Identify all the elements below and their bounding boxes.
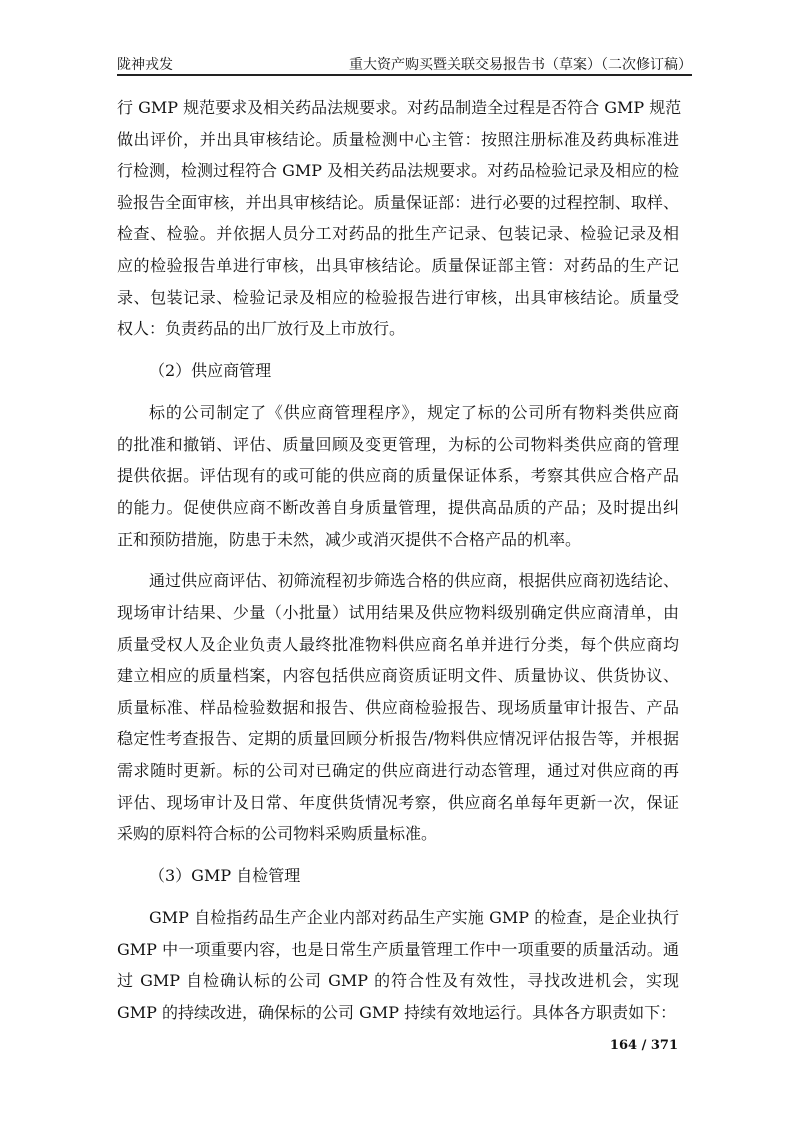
text-line: 的批准和撤销、评估、质量回顾及变更管理，为标的公司物料类供应商的管理 xyxy=(117,434,679,454)
header-company: 陇神戎发 xyxy=(117,57,173,73)
text-line: 应的检验报告单进行审核，出具审核结论。质量保证部主管：对药品的生产记 xyxy=(117,255,679,275)
paragraph xyxy=(117,902,679,1028)
paragraph-gap xyxy=(117,892,679,902)
text-line: 标的公司制定了《供应商管理程序》，规定了标的公司所有物料类供应商 xyxy=(149,403,679,423)
paragraph xyxy=(117,92,682,345)
text-line: 的能力。促使供应商不断改善自身质量管理，提供高品质的产品；及时提出纠 xyxy=(117,497,679,517)
text-line: GMP 自检指药品生产企业内部对药品生产实施 GMP 的检查，是企业执行 xyxy=(149,908,679,928)
text-line: （3）GMP 自检管理 xyxy=(149,866,301,886)
section-heading xyxy=(117,355,679,387)
text-line: 行 GMP 规范要求及相关药品法规要求。对药品制造全过程是否符合 GMP 规范 xyxy=(117,98,682,117)
text-line: 质量标准、样品检验数据和报告、供应商检验报告、现场质量审计报告、产品 xyxy=(117,697,679,717)
text-line: 行检测，检测过程符合 GMP 及相关药品法规要求。对药品检验记录及相应的检 xyxy=(117,161,680,181)
paragraph xyxy=(117,397,679,555)
text-line: 权人：负责药品的出厂放行及上市放行。 xyxy=(117,319,406,339)
text-line: 评估、现场审计及日常、年度供货情况考察，供应商名单每年更新一次，保证 xyxy=(117,792,679,812)
section-heading xyxy=(117,860,679,892)
text-line: 采购的原料符合标的公司物料采购质量标准。 xyxy=(117,824,438,844)
text-line: GMP 中一项重要内容，也是日常生产质量管理工作中一项重要的质量活动。通 xyxy=(117,939,679,959)
text-line: 检查、检验。并依据人员分工对药品的批生产记录、包装记录、检验记录及相 xyxy=(117,224,679,244)
page-header xyxy=(117,52,692,76)
text-line: GMP 的持续改进，确保标的公司 GMP 持续有效地运行。具体各方职责如下： xyxy=(117,1002,677,1022)
text-line: 正和预防措施，防患于未然，减少或消灭提供不合格产品的机率。 xyxy=(117,529,582,549)
document-body xyxy=(117,92,682,1029)
text-line: 验报告全面审核，并出具审核结论。质量保证部：进行必要的过程控制、取样、 xyxy=(117,192,679,212)
text-line: 过 GMP 自检确认标的公司 GMP 的符合性及有效性，寻找改进机会，实现 xyxy=(117,971,679,991)
text-line: 稳定性考查报告、定期的质量回顾分析报告/物料供应情况评估报告等，并根据 xyxy=(117,729,679,749)
text-line: 需求随时更新。标的公司对已确定的供应商进行动态管理，通过对供应商的再 xyxy=(117,761,679,781)
text-line: 现场审计结果、少量（小批量）试用结果及供应物料级别确定供应商清单，由 xyxy=(117,603,679,623)
text-line: 通过供应商评估、初筛流程初步筛选合格的供应商，根据供应商初选结论、 xyxy=(149,571,679,591)
paragraph-gap xyxy=(117,555,679,565)
text-line: 质量受权人及企业负责人最终批准物料供应商名单并进行分类，每个供应商均 xyxy=(117,634,679,654)
page-number: 164 / 371 xyxy=(609,1038,678,1053)
text-line: 做出评价，并出具审核结论。质量检测中心主管：按照注册标准及药典标准进 xyxy=(117,129,679,149)
paragraph-gap xyxy=(117,345,679,355)
paragraph-gap xyxy=(117,850,679,860)
header-document-title: 重大资产购买暨关联交易报告书（草案）（二次修订稿） xyxy=(349,57,692,73)
text-line: 建立相应的质量档案，内容包括供应商资质证明文件、质量协议、供货协议、 xyxy=(117,666,679,686)
paragraph xyxy=(117,565,679,849)
text-line: 提供依据。评估现有的或可能的供应商的质量保证体系，考察其供应合格产品 xyxy=(117,466,679,486)
text-line: 录、包装记录、检验记录及相应的检验报告进行审核，出具审核结论。质量受 xyxy=(117,287,679,307)
paragraph-gap xyxy=(117,387,679,397)
text-line: （2）供应商管理 xyxy=(149,361,272,381)
